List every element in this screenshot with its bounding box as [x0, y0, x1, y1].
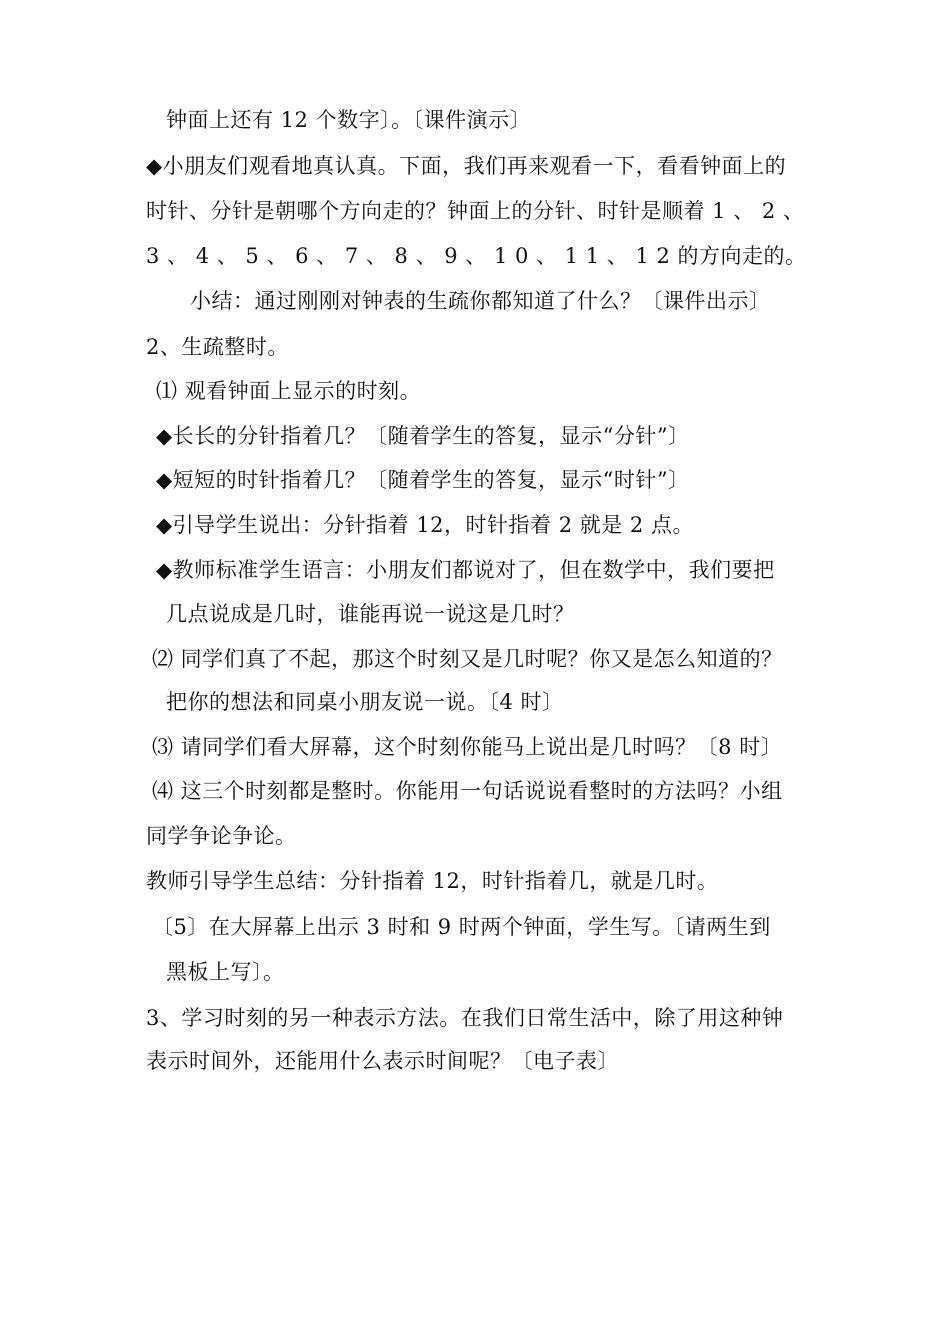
text-line: 把你的想法和同桌小朋友说一说。〔4 时〕	[166, 690, 564, 714]
section-heading: 3、学习时刻的另一种表示方法。在我们日常生活中，除了用这种钟	[146, 1006, 784, 1030]
bullet-line: ◆引导学生说出：分针指着 12，时针指着 2 就是 2 点。	[156, 513, 694, 537]
text-line: ⑴ 观看钟面上显示的时刻。	[156, 379, 422, 403]
text-line: 〔5〕在大屏幕上出示 3 时和 9 时两个钟面，学生写。〔请两生到	[152, 915, 771, 939]
text-line: 同学争论争论。	[146, 824, 297, 848]
text-line: 表示时间外，还能用什么表示时间呢？〔电子表〕	[146, 1049, 619, 1073]
bullet-line: ◆短短的时针指着几？〔随着学生的答复，显示“时针”〕	[156, 468, 690, 492]
text-line: 教师引导学生总结：分针指着 12，时针指着几，就是几时。	[146, 869, 719, 893]
text-line: ◆小朋友们观看地真认真。下面，我们再来观看一下，看看钟面上的	[146, 154, 787, 178]
text-line: ⑵ 同学们真了不起，那这个时刻又是几时呢？你又是怎么知道的？	[152, 647, 783, 671]
bullet-line: ◆长长的分针指着几？〔随着学生的答复，显示“分针”〕	[156, 424, 690, 448]
section-heading: 2、生疏整时。	[146, 335, 289, 359]
summary-line: 小结：通过刚刚对钟表的生疏你都知道了什么？〔课件出示〕	[190, 289, 771, 313]
text-line: 钟面上还有 12 个数字〕。〔课件演示〕	[166, 108, 532, 132]
text-line: 时针、分针是朝哪个方向走的？钟面上的分针、时针是顺着 1 、 2 、	[146, 199, 805, 223]
text-line: 几点说成是几时，谁能再说一说这是几时？	[166, 602, 575, 626]
bullet-line: ◆教师标准学生语言：小朋友们都说对了，但在数学中，我们要把	[156, 558, 775, 582]
text-line: ⑶ 请同学们看大屏幕，这个时刻你能马上说出是几时吗？〔8 时〕	[152, 735, 783, 759]
text-line: 黑板上写〕。	[166, 960, 285, 984]
text-line: ⑷ 这三个时刻都是整时。你能用一句话说说看整时的方法吗？小组	[152, 779, 783, 803]
text-line: 3 、 4 、 5 、 6 、 7 、 8 、 9 、 1 0 、 1 1 、 1 2 的方向走的。	[146, 244, 807, 268]
